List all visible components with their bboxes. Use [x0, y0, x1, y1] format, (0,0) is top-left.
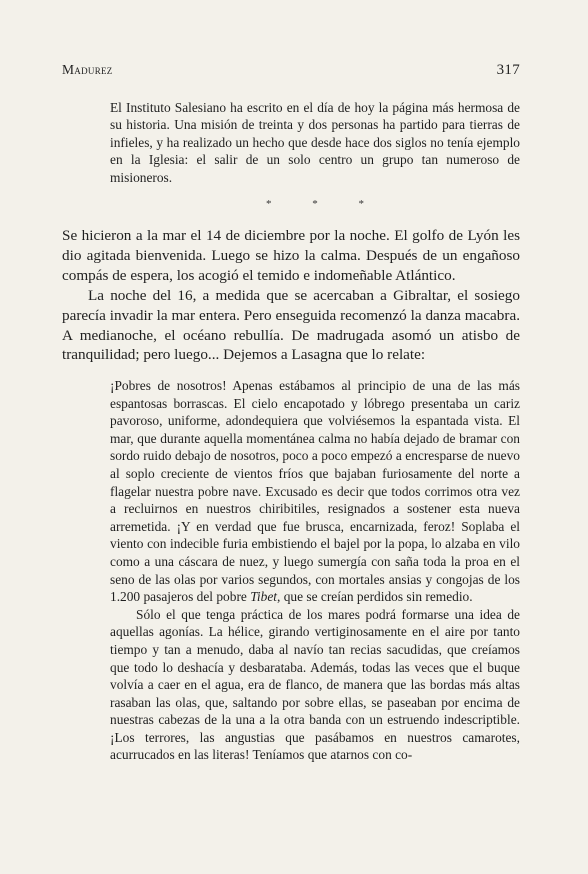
- block-quote-intro: El Instituto Salesiano ha escrito en el día de hoy la página más hermosa de su historia. Una misión de treinta y dos personas ha partido para tierras de infieles, y ha realizado un hecho que desde hace dos siglos no tenía ejemplo en la Iglesia: el salir de un solo centro un grupo tan numeroso de misioneros.: [110, 100, 520, 185]
- quote-paragraph-storm: [110, 377, 520, 606]
- quote-text-before-ship: ¡Pobres de nosotros! Apenas estábamos al principio de una de las más espantosas borrascas. El cielo encapotado y lóbrego presentaba un cariz pavoroso, uniforme, adondequiera que volviésemos la espantada vista. El mar, que durante aquella momentánea calma no había dejado de bramar con sordo ruido debajo de nosotros, poco a poco empezó a encresparse de nuevo al soplo creciente de vientos fríos que bajaban furiosamente del norte a flagelar nuestra pobre nave. Excusado es decir que todos corrimos otra vez a recluirnos en nuestros chiribitiles, resignados a sostener esta nueva arremetida. ¡Y en verdad que fue brusca, encarnizada, feroz! Soplaba el viento con indecible furia embistiendo el bajel por la popa, lo alzaba en vilo como a una cáscara de nuez, y luego sumergía con saña toda la proa en el seno de las olas por varios segundos, con mortales ansias y congojas de los 1.200 pasajeros del pobre: [110, 378, 520, 605]
- body-text: [62, 226, 520, 365]
- block-quote-lasagna: [110, 377, 520, 764]
- section-separator: * * *: [266, 198, 364, 210]
- page-number: 317: [496, 62, 520, 78]
- quote-paragraph-agonies: Sólo el que tenga práctica de los mares podrá formarse una idea de aquellas agonías. La hélice, girando vertiginosamente en el aire por tanto tiempo y tan a menudo, daba al navío tan recias sacudidas, que creíamos que todo lo deshacía y desbarataba. Además, todas las veces que el buque volvía a caer en el agua, era de flanco, de manera que las bordas más altas rasaban las olas, que, saltando por sobre ellas, se paseaban por encima de nuestras cabezas de la una a la otra banda con un estruendo indescriptible. ¡Los terrores, las angustias que pasábamos en nuestros camarotes, acurrucados en las literas! Teníamos que atarnos con co-: [110, 606, 520, 763]
- paragraph-voyage-start: Se hicieron a la mar el 14 de diciembre por la noche. El golfo de Lyón les dio agitada bienvenida. Luego se hizo la calma. Después de un engañoso compás de espera, los acogió el temido e indomeñable Atlántico.: [62, 227, 520, 284]
- chapter-title: Madurez: [62, 62, 113, 77]
- ship-name: Tibet: [250, 589, 277, 605]
- running-header: [62, 62, 520, 82]
- quote-text-after-ship: , que se creían perdidos sin remedio.: [277, 589, 473, 605]
- paragraph-gibraltar: La noche del 16, a medida que se acercaban a Gibraltar, el sosiego parecía invadir la mar entera. Pero enseguida recomenzó la danza macabra. A medianoche, el océano rebullía. De madrugada asomó un atisbo de tranquilidad; pero luego... Dejemos a Lasagna que lo relate:: [62, 286, 520, 364]
